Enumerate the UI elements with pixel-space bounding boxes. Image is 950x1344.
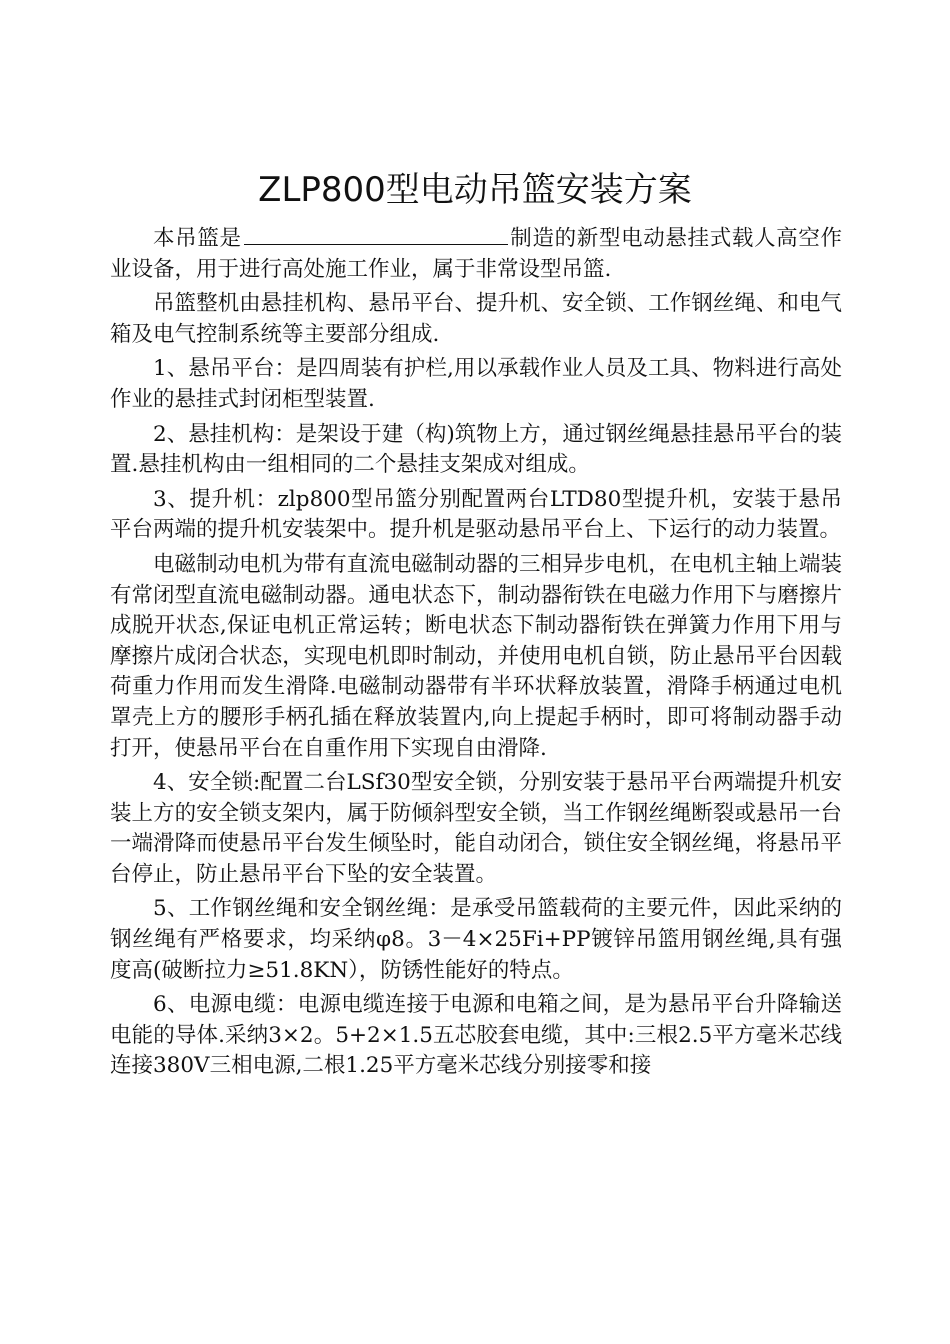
safety-lock-paragraph: 4、安全锁:配置二台LSf30型安全锁，分别安装于悬吊平台两端提升机安装上方的安全锁支架内，属于防倾斜型安全锁，当工作钢丝绳断裂或悬吊一台一端滑降而使悬吊平台发生倾坠时，能自动闭合，锁住安全钢丝绳，将悬吊平台停止，防止悬吊平台下坠的安全装置。 — [110, 770, 842, 887]
suspension-paragraph: 2、悬挂机构：是架设于建（构)筑物上方，通过钢丝绳悬挂悬吊平台的装置.悬挂机构由一组相同的二个悬挂支架成对组成。 — [110, 421, 842, 478]
wire-rope-paragraph: 5、工作钢丝绳和安全钢丝绳：是承受吊篮载荷的主要元件，因此采纳的钢丝绳有严格要求，均采纳φ8。3－4×25Fi+PP镀锌吊篮用钢丝绳,具有强度高(破断拉力≥51.8KN），防锈性能好的特点。 — [110, 896, 842, 983]
intro-text-start: 本吊篮是 — [153, 226, 242, 251]
document-title: ZLP800型电动吊篮安装方案 — [258, 170, 692, 210]
hoist-paragraph: 3、提升机：zlp800型吊篮分别配置两台LTD80型提升机，安装于悬吊平台两端的提升机安装架中。提升机是驱动悬吊平台上、下运行的动力装置。 — [110, 486, 842, 543]
intro-paragraph — [110, 224, 842, 285]
platform-paragraph: 1、悬吊平台：是四周装有护栏,用以承载作业人员及工具、物料进行高处作业的悬挂式封闭柜型装置. — [110, 356, 842, 412]
manufacturer-blank-line — [244, 224, 508, 245]
brake-motor-paragraph: 电磁制动电机为带有直流电磁制动器的三相异步电机，在电机主轴上端装有常闭型直流电磁制动器。通电状态下，制动器衔铁在电磁力作用下与磨擦片成脱开状态,保证电机正常运转；断电状态下制动器衔铁在弹簧力作用下用与摩擦片成闭合状态，实现电机即时制动，并使用电机自锁，防止悬吊平台因载荷重力作用而发生滑降.电磁制动器带有半环状释放装置，滑降手柄通过电机罩壳上方的腰形手柄孔插在释放装置内,向上提起手柄时，即可将制动器手动打开，使悬吊平台在自重作用下实现自由滑降. — [110, 551, 842, 761]
composition-paragraph: 吊篮整机由悬挂机构、悬吊平台、提升机、安全锁、工作钢丝绳、和电气箱及电气控制系统等主要部分组成. — [110, 291, 842, 347]
intro-text-end: 制造的新型电动悬挂式载人高空作业设备，用于进行高处施工作业，属于非常设型吊篮. — [110, 226, 842, 282]
document-body — [110, 224, 842, 1086]
power-cable-paragraph: 6、电源电缆：电源电缆连接于电源和电箱之间，是为悬吊平台升降输送电能的导体.采纳3×2。5+2×1.5五芯胶套电缆，其中:三根2.5平方毫米芯线连接380V三相电源,二根1.25平方毫米芯线分别接零和接 — [110, 992, 842, 1079]
